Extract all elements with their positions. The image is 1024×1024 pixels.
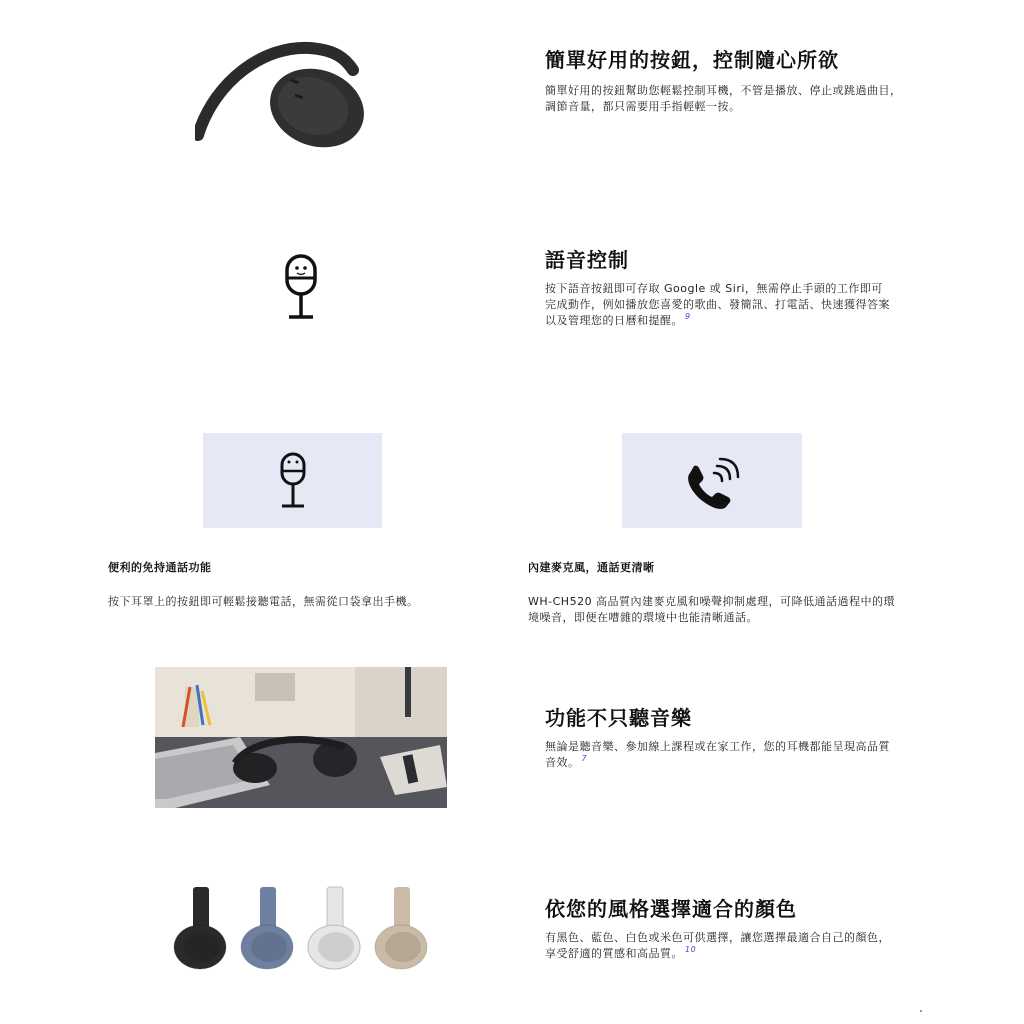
handsfree-section xyxy=(108,559,488,610)
voice-footnote[interactable]: 9 xyxy=(685,312,691,322)
mic-tile xyxy=(622,433,802,528)
desk-scene xyxy=(155,667,447,808)
phone-icon xyxy=(622,433,802,528)
handsfree-tile xyxy=(203,433,382,528)
headphone-side-image xyxy=(195,40,375,150)
headphone-icon xyxy=(195,40,375,150)
headphone-blue-variant xyxy=(241,887,293,969)
handsfree-title: 便利的免持通話功能 xyxy=(108,561,212,574)
colors-body: 有黑色、藍色、白色或米色可供選擇，讓您選擇最適合自己的顏色，享受舒適的質感和高品質。 xyxy=(545,931,890,960)
colors-section xyxy=(545,894,900,962)
headphone-black-variant xyxy=(174,887,226,969)
handsfree-body: 按下耳罩上的按鈕即可輕鬆接聽電話，無需從口袋拿出手機。 xyxy=(108,595,419,608)
colors-footnote[interactable]: 10 xyxy=(685,945,697,955)
desk-lifestyle-photo xyxy=(155,667,447,808)
music-footnote[interactable]: 7 xyxy=(581,754,588,764)
voice-title: 語音控制 xyxy=(545,248,629,272)
color-variants xyxy=(170,885,432,973)
headphone-white-variant xyxy=(308,887,360,969)
microphone-icon xyxy=(280,252,324,324)
buttons-title: 簡單好用的按鈕，控制隨心所欲 xyxy=(545,48,839,72)
headphone-beige-variant xyxy=(375,887,427,969)
microphone-icon xyxy=(203,433,382,528)
voice-section xyxy=(545,245,890,329)
music-section xyxy=(545,703,900,771)
corner-dot xyxy=(920,1010,922,1012)
music-body: 無論是聽音樂、參加線上課程或在家工作，您的耳機都能呈現高品質音效。 xyxy=(545,740,890,769)
mic-title: 內建麥克風，通話更清晰 xyxy=(528,561,655,574)
colors-title: 依您的風格選擇適合的顏色 xyxy=(545,897,797,921)
buttons-section xyxy=(545,45,905,115)
voice-body: 按下語音按鈕即可存取 Google 或 Siri，無需停止手頭的工作即可完成動作，例如播放您喜愛的歌曲、發簡訊、打電話、快速獲得答案以及管理您的日曆和提醒。 xyxy=(545,282,890,327)
color-variants-image xyxy=(170,885,432,973)
buttons-body: 簡單好用的按鈕幫助您輕鬆控制耳機，不管是播放、停止或跳過曲目，調節音量，都只需要用手指輕輕一按。 xyxy=(545,84,902,113)
voice-microphone-illustration xyxy=(280,252,324,324)
mic-section xyxy=(528,559,896,626)
mic-body: WH-CH520 高品質內建麥克風和噪聲抑制處理，可降低通話過程中的環境噪音，即便在嘈雜的環境中也能清晰通話。 xyxy=(528,595,896,624)
music-title: 功能不只聽音樂 xyxy=(545,706,692,730)
